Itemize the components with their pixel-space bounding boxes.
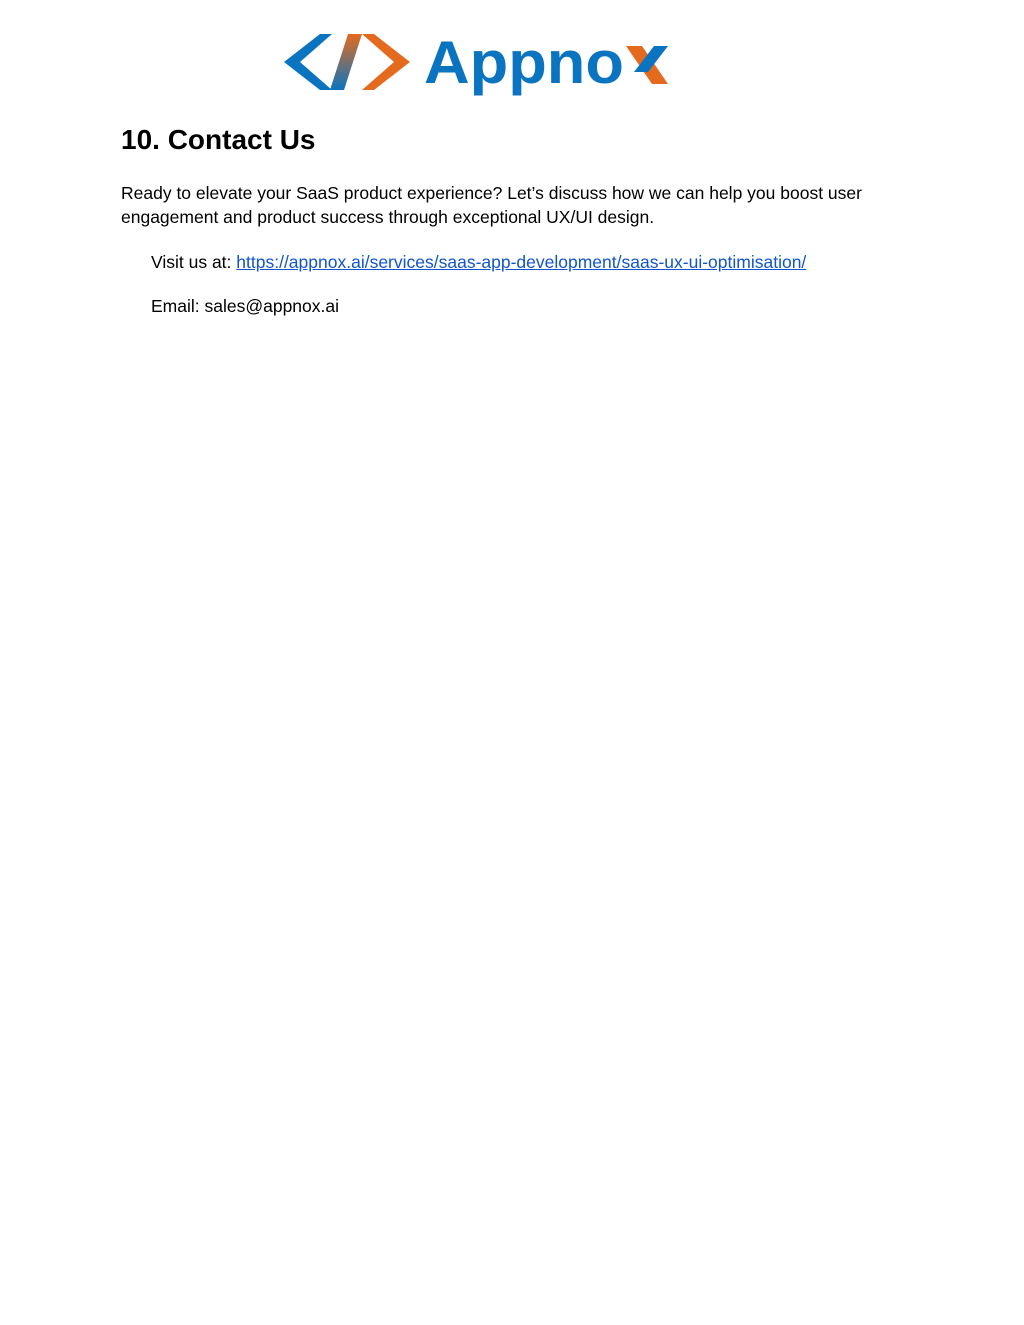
email-label: Email: <box>151 296 205 316</box>
appnox-logo-graphic <box>282 26 672 96</box>
slash-icon <box>330 34 362 90</box>
email-address: sales@appnox.ai <box>204 296 339 316</box>
intro-paragraph: Ready to elevate your SaaS product experience? Let’s discuss how we can help you boost user engagement and product success through exceptional UX/UI design. <box>121 183 862 227</box>
logo-wordmark: Appno <box>424 29 624 96</box>
section-title: 10. Contact Us <box>121 124 316 155</box>
visit-line <box>151 250 806 274</box>
visit-label: Visit us at: <box>151 252 237 272</box>
appnox-logo <box>282 26 672 96</box>
logo-x-mark <box>626 46 668 84</box>
email-line <box>151 294 339 318</box>
website-link[interactable]: https://appnox.ai/services/saas-app-development/saas-ux-ui-optimisation/ <box>236 252 807 272</box>
left-chevron-icon <box>284 34 332 90</box>
right-chevron-icon <box>362 34 410 90</box>
